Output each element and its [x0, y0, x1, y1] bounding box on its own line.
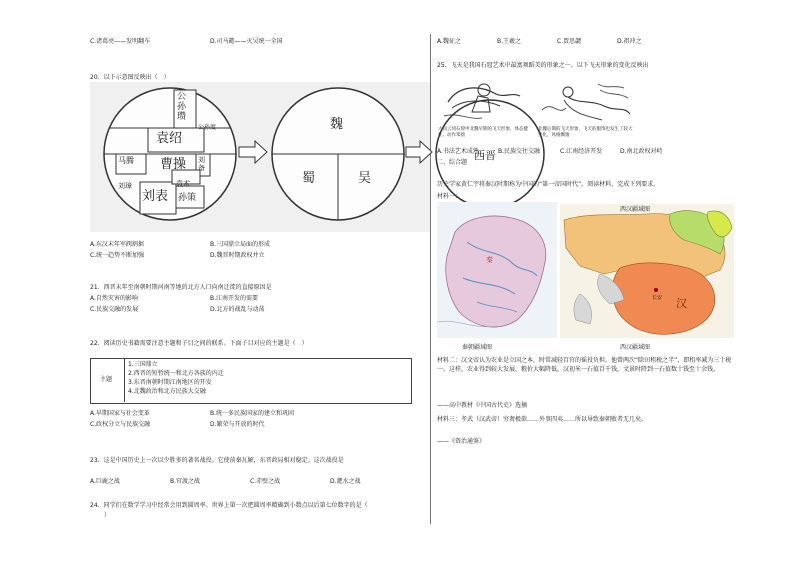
q23-option-d: D.淝水之战 — [330, 478, 361, 485]
q23-option-a: A.巨鹿之战 — [90, 478, 120, 485]
qin-map-caption: 秦朝疆域图 — [462, 344, 493, 351]
label-liuzhang: 刘璋 — [118, 182, 132, 190]
material-2-text: 材料二：汉文帝认为农业是立国之本，时常减轻百官的徭役负担。他曾两次“除田租税之半”，即租率减为三十税一。这样，农业得到较大发展，粮价大幅降低。汉初米一石值百千钱，文景时降到一石值数十钱至十余钱。 — [437, 357, 732, 373]
q22-item-2: 2.西晋的短暂统一和北方各族的内迁 — [128, 370, 224, 377]
map-label-changan: 长安 — [652, 295, 663, 301]
q20-option-b: B.三国鼎立局面的形成 — [210, 241, 271, 248]
q22-item-3: 3.东晋南朝时期江南地区的开发 — [128, 379, 212, 386]
q24-option-d: D.祖冲之 — [617, 38, 642, 45]
q24-stem: 24．同学们在数学学习中经常会用到圆周率。世界上第一次把圆周率精确到小数点以后第七位数字的是（ — [90, 502, 368, 509]
label-gongsundu: 公孙度 — [198, 124, 217, 131]
q25-option-b: B.民族交往交融 — [498, 148, 541, 155]
q22-option-b: B.统一多民族国家的建立和巩固 — [210, 410, 295, 417]
q23-option-c: C.赤壁之战 — [250, 478, 281, 485]
han-map-caption: 西汉疆域图 — [620, 344, 651, 351]
section-two-title: 二、综合题 — [437, 159, 468, 166]
material-2-source: ——高中教材《中国古代史》选摘 — [437, 402, 528, 409]
han-map-image — [560, 204, 734, 338]
material-3-text: 材料三：孝武（汉武帝）穷奢极欲……外事四夷……所以导致秦朝败者无几矣。 — [437, 416, 648, 423]
qin-map-image — [437, 202, 557, 338]
map-label-qin: 秦 — [486, 256, 493, 264]
arrow-right-icon — [238, 140, 268, 164]
label-mateng: 马腾 — [118, 156, 134, 165]
label-wu: 吴 — [358, 171, 372, 186]
label-liubei: 刘备 — [198, 156, 205, 172]
q22-table-divider — [124, 358, 125, 402]
q20-stem: 20．以下示意图反映出（ ） — [90, 74, 170, 81]
q22-item-4: 4.北魏政治和北方民族大交融 — [128, 388, 206, 395]
caption-early-feitian: 大同云冈石窟中北魏早期的飞天形象，体态健壮、动作笨拙 — [438, 127, 528, 138]
caption-late-feitian: 北魏后期的飞天形象，飞天的服饰也发生了较大变化，风格飘逸 — [538, 127, 633, 138]
han-map-title: 西汉疆域图 — [620, 206, 651, 213]
label-liubiao: 刘表 — [142, 189, 169, 204]
q26-stem: 历史学家黄仁宇将秦汉时期称为中国的“第一帝国时代”。阅读材料，完成下列要求。 — [437, 181, 660, 188]
map-label-han: 汉 — [676, 297, 687, 310]
q20-option-d: D.魏晋时期政权并立 — [210, 252, 265, 259]
feitian-late-image — [538, 70, 634, 128]
q20-circle-2 — [268, 84, 408, 224]
q19-option-d: D.司马懿——灭吴统一全国 — [210, 38, 283, 45]
label-gongsunzan: 公孙瓒 — [177, 92, 187, 122]
q25-stem: 25．飞天是我国石窟艺术中最富舞蹈美的形象之一。以下飞天形象的变化反映出 — [437, 62, 649, 69]
q20-option-c: C.统一趋势不断加强 — [90, 252, 145, 259]
q24-option-a: A.魏征之 — [437, 38, 461, 45]
arrow-right-icon — [405, 140, 433, 164]
column-divider — [430, 34, 431, 524]
q22-option-d: D.繁荣与开放的时代 — [210, 421, 265, 428]
q19-option-c: C.诸葛亮——发明翻车 — [90, 38, 151, 45]
q22-item-1: 1.三国鼎立 — [128, 361, 158, 368]
q22-option-c: C.政权分立与民族交融 — [90, 421, 151, 428]
q21-option-a: A.自然灾害的影响 — [90, 295, 138, 302]
q24-option-b: B.王羲之 — [497, 38, 522, 45]
q23-option-b: B.官渡之战 — [170, 478, 201, 485]
q24-option-c: C.贾思勰 — [557, 38, 582, 45]
q25-option-c: C.江南经济开发 — [560, 148, 603, 155]
q22-option-a: A.早期国家与社会变革 — [90, 410, 150, 417]
label-sunce: 孙策 — [178, 193, 197, 203]
q20-option-a: A.东汉末年军阀割据 — [90, 241, 144, 248]
q25-option-a: A.书法艺术成熟 — [437, 148, 479, 155]
label-wei: 魏 — [330, 117, 344, 132]
label-caocao: 曹操 — [160, 157, 187, 172]
q21-option-b: B.江南开发的需要 — [210, 295, 259, 302]
q22-stem: 22．阅读历史书籍需要注意主题和子目之间的联系。下面子目对应的主题是（ ） — [90, 340, 308, 347]
label-xijin: 西晋 — [474, 149, 496, 162]
q21-option-d: D.北方的战乱与动荡 — [210, 306, 265, 313]
label-yuanshao: 袁绍 — [156, 131, 183, 146]
label-shu: 蜀 — [302, 171, 316, 186]
material-3-source: ——《资治通鉴》 — [437, 438, 486, 445]
q21-stem: 21．西晋末年至南朝时期河南等地的北方人口向南迁徙的直接原因是 — [90, 284, 272, 291]
q25-option-d: D.南北政权对峙 — [620, 148, 663, 155]
q24-stem-end: ） — [104, 512, 111, 519]
label-yuanshu: 袁术 — [176, 180, 190, 188]
q20-circle-1 — [100, 84, 240, 224]
q22-table-header: 主题 — [100, 376, 113, 383]
q21-option-c: C.民族交融的发展 — [90, 306, 139, 313]
material-1-label: 材料一： — [437, 193, 462, 200]
q23-stem: 23．这是中国历史上一次以少胜多的著名战役。它使前秦瓦解，东晋政局相对稳定。这次战役是 — [90, 457, 344, 464]
